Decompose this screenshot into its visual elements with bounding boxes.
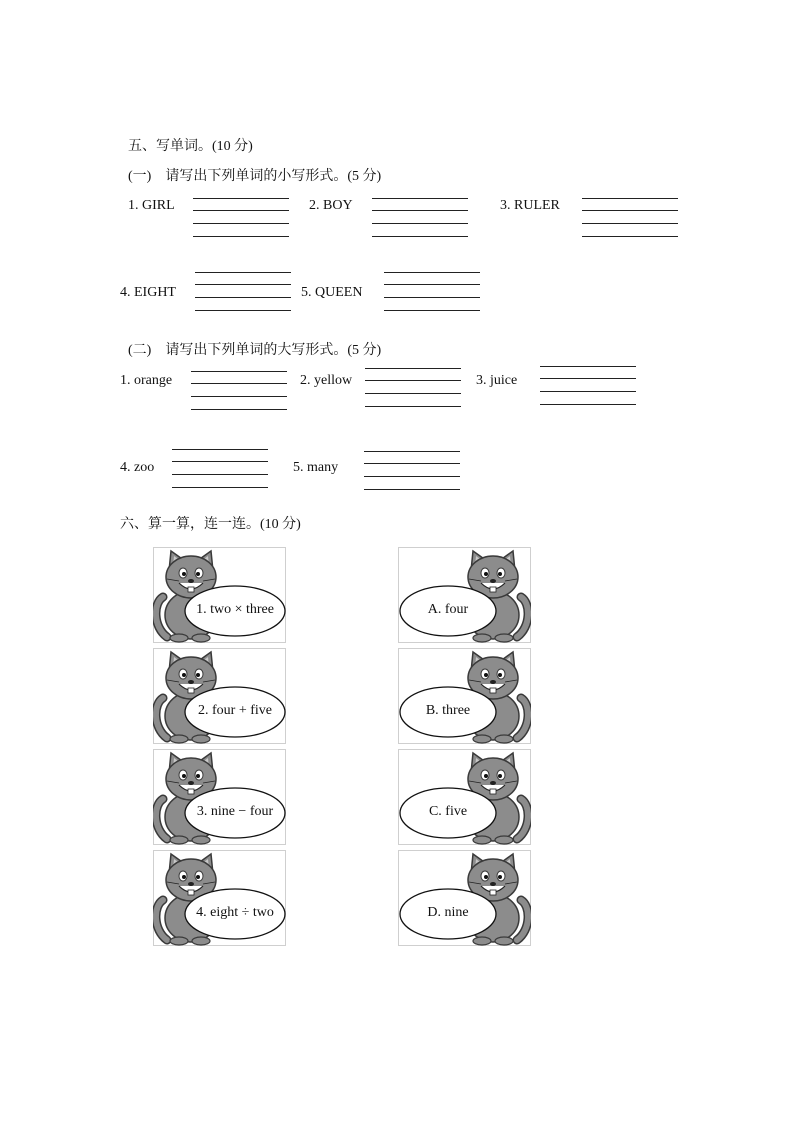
word-item: 4. zoo [120,460,155,475]
question-card[interactable] [153,749,286,845]
part1-title: (一) 请写出下列单词的小写形式。(5 分) [128,169,382,184]
word-item: 3. RULER [500,198,560,213]
answer-card[interactable] [398,648,531,744]
card-label: 4. eight ÷ two [196,905,274,920]
card-label: 2. four + five [198,703,272,718]
question-card[interactable] [153,648,286,744]
word-item: 2. yellow [300,373,353,388]
card-label: A. four [427,602,469,617]
word-item: 1. orange [120,373,173,388]
writing-lines[interactable] [364,451,460,491]
word-item: 1. GIRL [128,198,175,213]
section6-title: 六、算一算，连一连。(10 分) [120,517,301,532]
writing-lines[interactable] [193,198,289,238]
writing-lines[interactable] [372,198,468,238]
writing-lines[interactable] [540,366,636,406]
question-card[interactable] [153,547,286,643]
word-item: 4. EIGHT [120,285,176,300]
card-label: D. nine [427,905,469,920]
answer-card[interactable] [398,850,531,946]
word-item: 5. many [293,460,339,475]
question-card[interactable] [153,850,286,946]
word-item: 3. juice [476,373,518,388]
card-label: 3. nine − four [196,804,274,819]
word-item: 5. QUEEN [301,285,363,300]
writing-lines[interactable] [582,198,678,238]
word-item: 2. BOY [309,198,353,213]
writing-lines[interactable] [365,368,461,408]
section5-title: 五、写单词。(10 分) [128,139,253,154]
answer-card[interactable] [398,547,531,643]
card-label: C. five [428,804,468,819]
answer-card[interactable] [398,749,531,845]
writing-lines[interactable] [384,272,480,312]
writing-lines[interactable] [195,272,291,312]
writing-lines[interactable] [191,371,287,411]
part2-title: (二) 请写出下列单词的大写形式。(5 分) [128,343,382,358]
writing-lines[interactable] [172,449,268,489]
card-label: B. three [425,703,471,718]
card-label: 1. two × three [196,602,274,617]
